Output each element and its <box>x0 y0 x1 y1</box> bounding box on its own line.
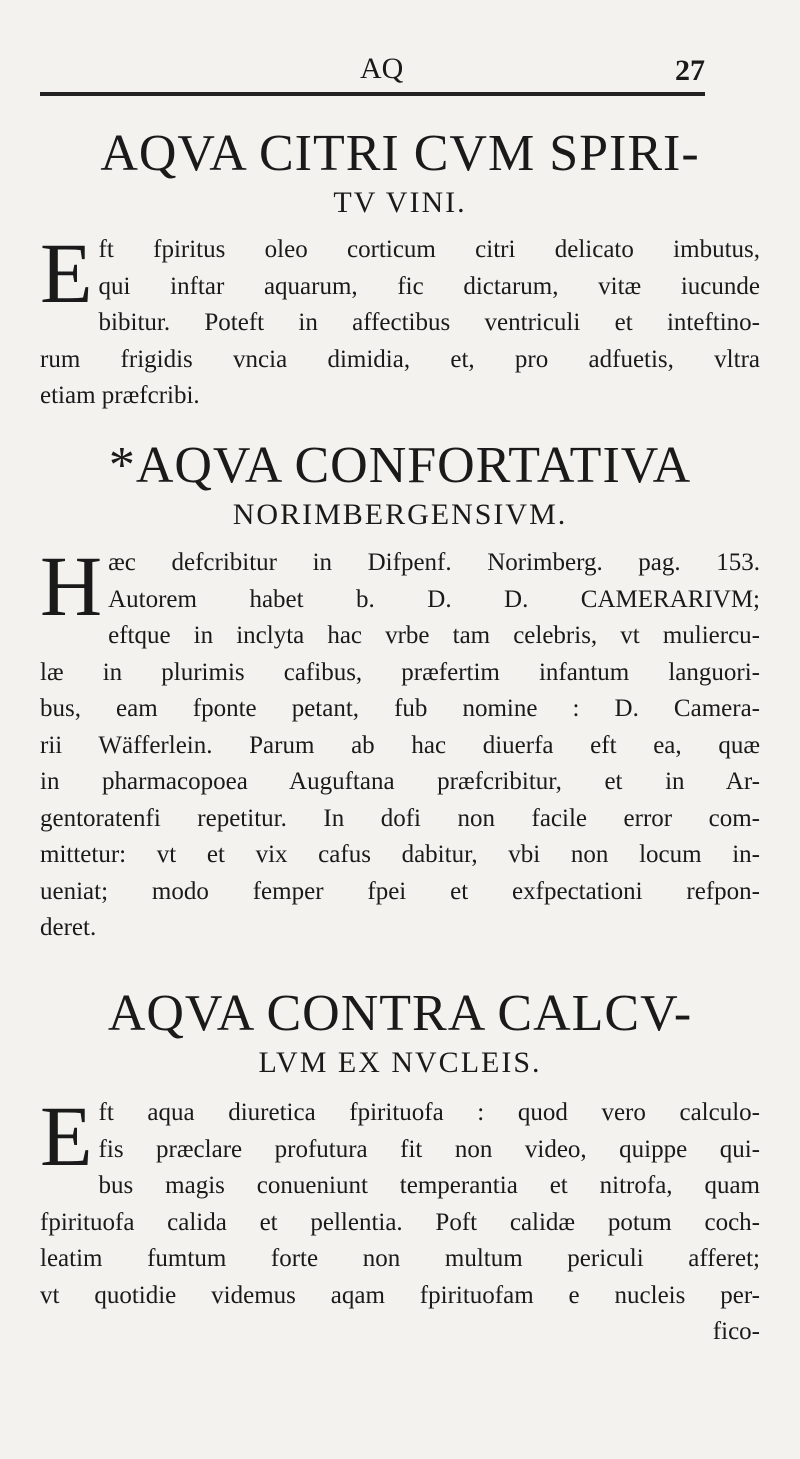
text-line: bibitur. Poteft in affectibus ventriculi et inteftino- <box>98 309 760 336</box>
section-heading-aqua-contra-calculum: AQVA CONTRA CALCV- <box>107 985 693 1042</box>
section-body-aqua-contra-calculum <box>40 1088 760 1351</box>
section-heading-aqua-confortativa: *AQVA CONFORTATIVA <box>108 437 692 494</box>
text-line: ft fpiritus oleo corticum citri delicato imbutus, <box>98 236 760 263</box>
text-line: bus magis conueniunt temperantia et nitrofa, quam <box>98 1172 760 1199</box>
section-body-aqua-confortativa <box>40 538 760 947</box>
drop-initial: E <box>40 1088 93 1184</box>
section-body-aqua-citri <box>40 225 760 415</box>
text-line: æc defcribitur in Difpenf. Norimberg. pag. 153. <box>108 549 760 576</box>
text-line: fpirituofa calida et pellentia. Poft calidæ potum coch- <box>40 1208 760 1236</box>
catchword: fico- <box>712 1318 760 1345</box>
text-line: læ in plurimis cafibus, præfertim infantum languori- <box>40 658 760 686</box>
text-line: etiam præfcribi. <box>40 382 200 409</box>
drop-initial: E <box>40 225 93 321</box>
text-line: qui inftar aquarum, fic dictarum, vitæ iucunde <box>98 272 760 300</box>
text-line: bus, eam fponte petant, fub nomine : D. Camera- <box>40 695 760 722</box>
text-line: mittetur: vt et vix cafus dabitur, vbi non locum in- <box>40 841 760 868</box>
section-subheading-aqua-citri: TV VINI. <box>333 186 467 219</box>
text-line: leatim fumtum forte non multum periculi afferet; <box>40 1245 760 1272</box>
text-line: deret. <box>40 914 97 941</box>
text-line: rum frigidis vncia dimidia, et, pro adfuetis, vltra <box>40 345 760 373</box>
page-number: 27 <box>675 54 705 87</box>
running-head <box>40 48 705 96</box>
text-line: Autorem habet b. D. D. CAMERARIVM; <box>108 585 760 613</box>
text-line: eftque in inclyta hac vrbe tam celebris, vt muliercu- <box>108 622 760 649</box>
text-line: rii Wäfferlein. Parum ab hac diuerfa eft ea, quæ <box>40 731 760 759</box>
text-line: gentoratenfi repetitur. In dofi non facile error com- <box>40 804 760 832</box>
text-line: in pharmacopoea Auguftana præfcribitur, et in Ar- <box>40 768 760 795</box>
drop-initial: H <box>40 538 103 634</box>
section-subheading-aqua-contra-calculum: LVM EX NVCLEIS. <box>258 1046 542 1079</box>
section-heading-aqua-citri: AQVA CITRI CVM SPIRI- <box>100 125 700 182</box>
text-line: vt quotidie videmus aqam fpirituofam e nucleis per- <box>40 1281 760 1309</box>
text-line: ueniat; modo femper fpei et exfpectationi refpon- <box>40 877 760 905</box>
text-line: ft aqua diuretica fpirituofa : quod vero calculo- <box>98 1099 760 1126</box>
text-line: fis præclare profutura fit non video, quippe qui- <box>98 1135 760 1163</box>
signature-mark: AQ <box>360 52 404 85</box>
section-subheading-aqua-confortativa: NORIMBERGENSIVM. <box>232 498 568 531</box>
